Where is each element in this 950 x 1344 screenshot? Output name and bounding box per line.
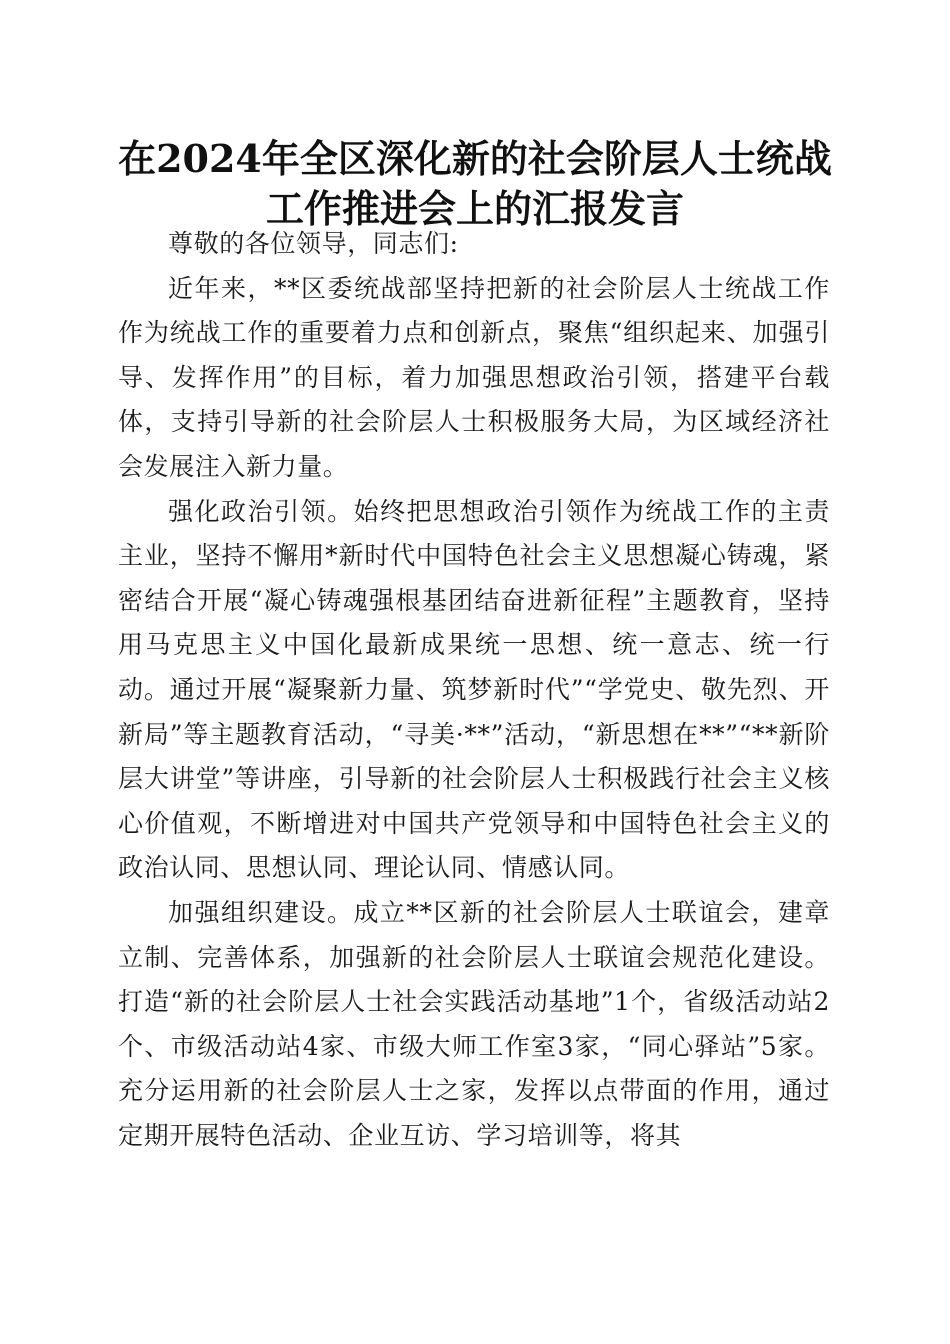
paragraph-intro: 近年来，**区委统战部坚持把新的社会阶层人士统战工作作为统战工作的重要着力点和创新点，聚焦“组织起来、加强引导、发挥作用”的目标，着力加强思想政治引领，搭建平台载体，支持引导新的社会阶层人士积极服务大局，为区域经济社会发展注入新力量。 xyxy=(118,273,830,481)
paragraph-political-guidance: 强化政治引领。始终把思想政治引领作为统战工作的主责主业，坚持不懈用*新时代中国特色社会主义思想凝心铸魂，紧密结合开展“凝心铸魂强根基团结奋进新征程”主题教育，坚持用马克思主义中国化最新成果统一思想、统一意志、统一行动。通过开展“凝聚新力量、筑梦新时代”“学党史、敬先烈、开新局”等主题教育活动，“寻美·**”活动，“新思想在**”“**新阶层大讲堂”等讲座，引导新的社会阶层人士积极践行社会主义核心价值观，不断增进对中国共产党领导和中国特色社会主义的政治认同、思想认同、理论认同、情感认同。 xyxy=(118,496,830,883)
paragraph-organization-building: 加强组织建设。成立**区新的社会阶层人士联谊会，建章立制、完善体系，加强新的社会阶层人士联谊会规范化建设。打造“新的社会阶层人士社会实践活动基地”1个，省级活动站2个、市级活动站4家、市级大师工作室3家，“同心驿站”5家。充分运用新的社会阶层人士之家，发挥以点带面的作用，通过定期开展特色活动、企业互访、学习培训等，将其 xyxy=(118,897,830,1150)
salutation: 尊敬的各位领导，同志们: xyxy=(168,229,459,258)
document-body xyxy=(118,222,830,1158)
document-title: 在2024年全区深化新的社会阶层人士统战工作推进会上的汇报发言 xyxy=(118,136,832,231)
